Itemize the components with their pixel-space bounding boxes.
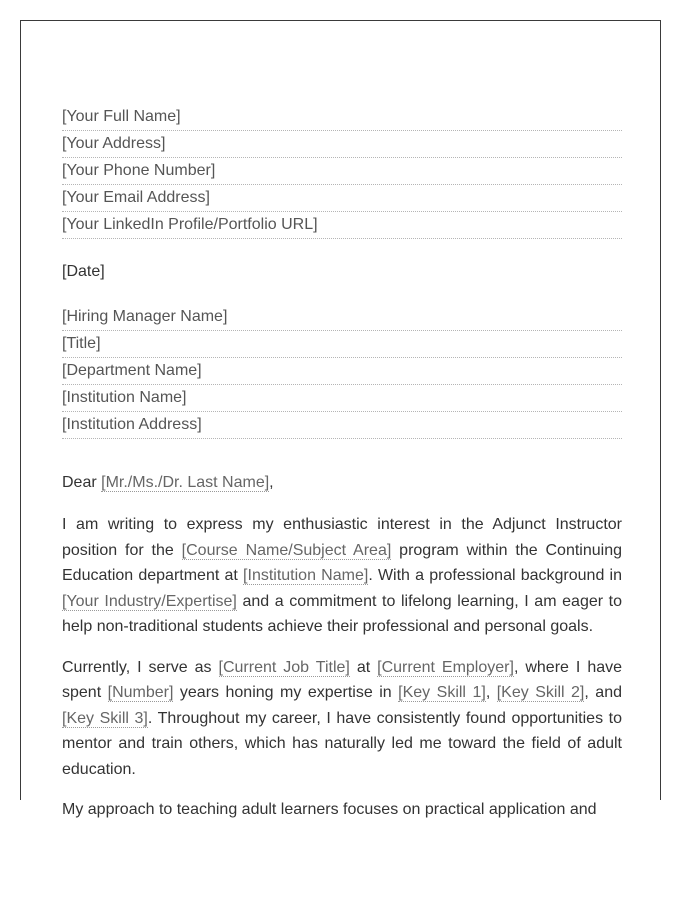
para-text: and a commitment to lifelong learning, I am eager to help non-traditional students achieve their professional and personal goals.	[62, 592, 623, 635]
skill2-placeholder: [Key Skill 2]	[496, 684, 585, 701]
letter-date: [Date]	[62, 263, 105, 280]
para-text: at	[349, 658, 378, 676]
recipient-manager-name: [Hiring Manager Name]	[62, 304, 622, 331]
recipient-title: [Title]	[62, 331, 622, 358]
para-text: , where I have spent	[62, 658, 623, 701]
salutation-name-placeholder: [Mr./Ms./Dr. Last Name]	[101, 474, 270, 491]
recipient-department: [Department Name]	[62, 358, 622, 385]
salutation-prefix: Dear	[62, 474, 102, 491]
recipient-block	[62, 304, 622, 439]
letter-content	[62, 104, 622, 823]
letter-page	[20, 20, 661, 818]
para-text: , and	[584, 684, 623, 701]
sender-phone: [Your Phone Number]	[62, 158, 622, 185]
sender-linkedin: [Your LinkedIn Profile/Portfolio URL]	[62, 212, 622, 239]
skill1-placeholder: [Key Skill 1]	[398, 684, 486, 701]
skill3-placeholder: [Key Skill 3]	[62, 709, 148, 727]
employer-placeholder: [Current Employer]	[377, 658, 514, 676]
salutation-suffix: ,	[269, 474, 274, 491]
salutation	[62, 473, 622, 492]
recipient-institution-address: [Institution Address]	[62, 412, 622, 439]
sender-address: [Your Address]	[62, 131, 622, 158]
sender-block	[62, 104, 622, 239]
sender-full-name: [Your Full Name]	[62, 104, 622, 131]
para-text: I am writing to express my enthusiastic interest in the Adjunct Instructor position for the	[62, 516, 622, 559]
para-text: My approach to teaching adult learners focuses on practical application and	[62, 801, 597, 818]
para-text: years honing my expertise in	[173, 684, 399, 701]
industry-placeholder: [Your Industry/Expertise]	[62, 592, 237, 610]
paragraph-intro	[62, 512, 622, 640]
para-text: ,	[485, 684, 497, 701]
paragraph-experience	[62, 655, 622, 783]
job-title-placeholder: [Current Job Title]	[218, 658, 350, 676]
para-text: . Throughout my career, I have consistently found opportunities to mentor and train others, which has naturally led me toward the field of adult education.	[62, 709, 622, 778]
para-text: program within the Continuing Education department at	[62, 541, 622, 584]
institution-placeholder: [Institution Name]	[243, 567, 369, 584]
sender-email: [Your Email Address]	[62, 185, 622, 212]
paragraph-approach	[62, 797, 622, 823]
number-placeholder: [Number]	[107, 684, 174, 701]
recipient-institution: [Institution Name]	[62, 385, 622, 412]
para-text: . With a professional background in	[368, 567, 623, 584]
para-text: Currently, I serve as	[62, 658, 219, 676]
course-placeholder: [Course Name/Subject Area]	[181, 541, 392, 559]
